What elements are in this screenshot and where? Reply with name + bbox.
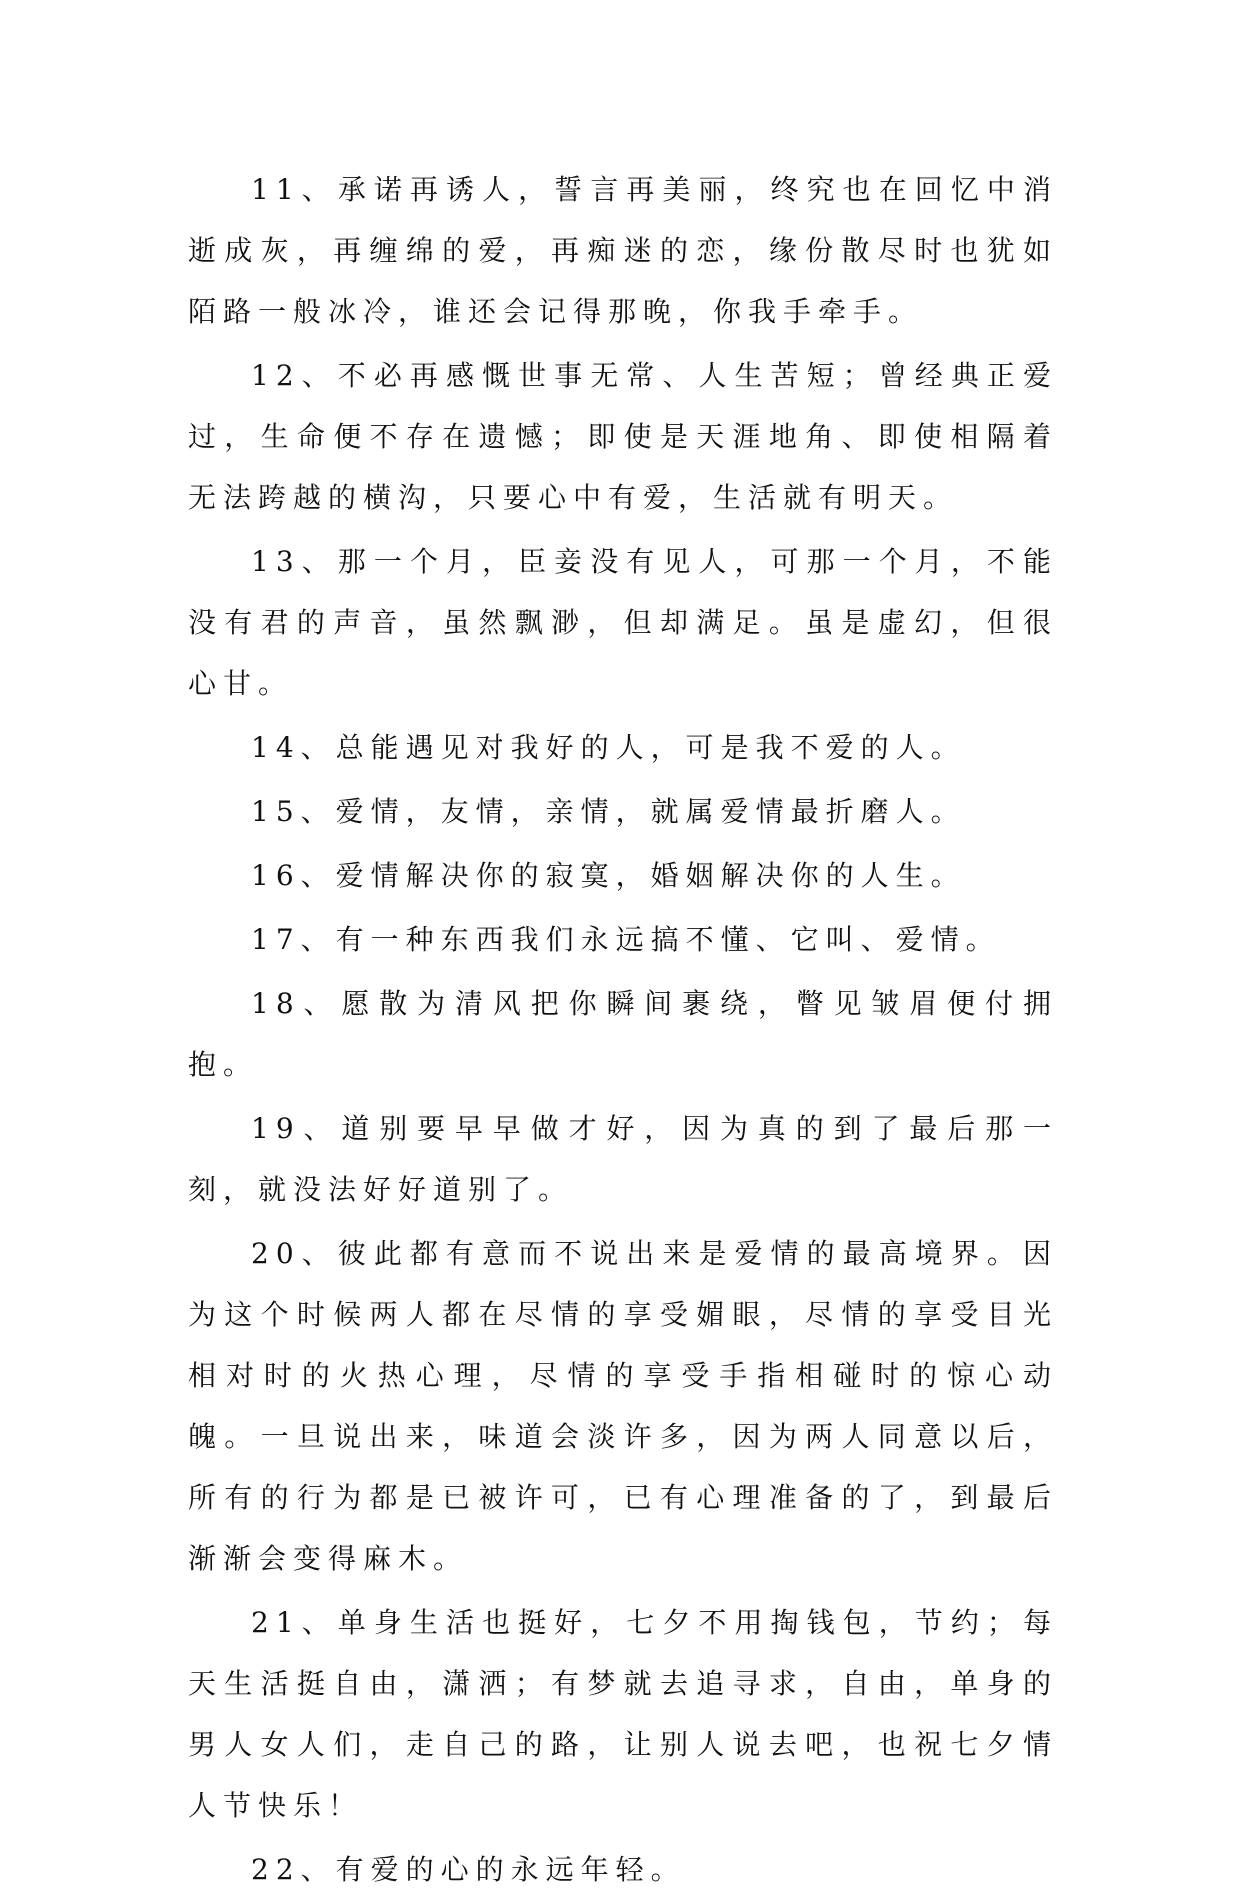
paragraph-19: 19、道别要早早做才好，因为真的到了最后那一刻，就没法好好道别了。 [188, 1112, 1058, 1206]
paragraph-16: 16、爱情解决你的寂寞，婚姻解决你的人生。 [251, 859, 966, 892]
paragraph-12: 12、不必再感慨世事无常、人生苦短；曾经典正爱过，生命便不存在遗憾；即使是天涯地角、即使相隔着无法跨越的横沟，只要心中有爱，生活就有明天。 [188, 359, 1058, 514]
paragraph-13: 13、那一个月，臣妾没有见人，可那一个月，不能没有君的声音，虽然飘渺，但却满足。虽是虚幻，但很心甘。 [188, 545, 1058, 700]
paragraph-20: 20、彼此都有意而不说出来是爱情的最高境界。因为这个时候两人都在尽情的享受媚眼，尽情的享受目光相对时的火热心理，尽情的享受手指相碰时的惊心动魄。一旦说出来，味道会淡许多，因为两人同意以后，所有的行为都是已被许可，已有心理准备的了，到最后渐渐会变得麻木。 [188, 1237, 1058, 1575]
paragraph-15: 15、爱情，友情，亲情，就属爱情最折磨人。 [251, 795, 966, 828]
paragraph-14: 14、总能遇见对我好的人，可是我不爱的人。 [251, 731, 966, 764]
document-body [188, 159, 1058, 1903]
paragraph-21: 21、单身生活也挺好，七夕不用掏钱包，节约；每天生活挺自由，潇洒；有梦就去追寻求，自由，单身的男人女人们，走自己的路，让别人说去吧，也祝七夕情人节快乐！ [188, 1606, 1058, 1822]
paragraph-22: 22、有爱的心的永远年轻。 [251, 1853, 686, 1886]
paragraph-17: 17、有一种东西我们永远搞不懂、它叫、爱情。 [251, 923, 1001, 956]
paragraph-11: 11、承诺再诱人，誓言再美丽，终究也在回忆中消逝成灰，再缠绵的爱，再痴迷的恋，缘份散尽时也犹如陌路一般冰冷，谁还会记得那晚，你我手牵手。 [188, 173, 1058, 328]
paragraph-18: 18、愿散为清风把你瞬间裹绕，瞥见皱眉便付拥抱。 [188, 987, 1058, 1081]
